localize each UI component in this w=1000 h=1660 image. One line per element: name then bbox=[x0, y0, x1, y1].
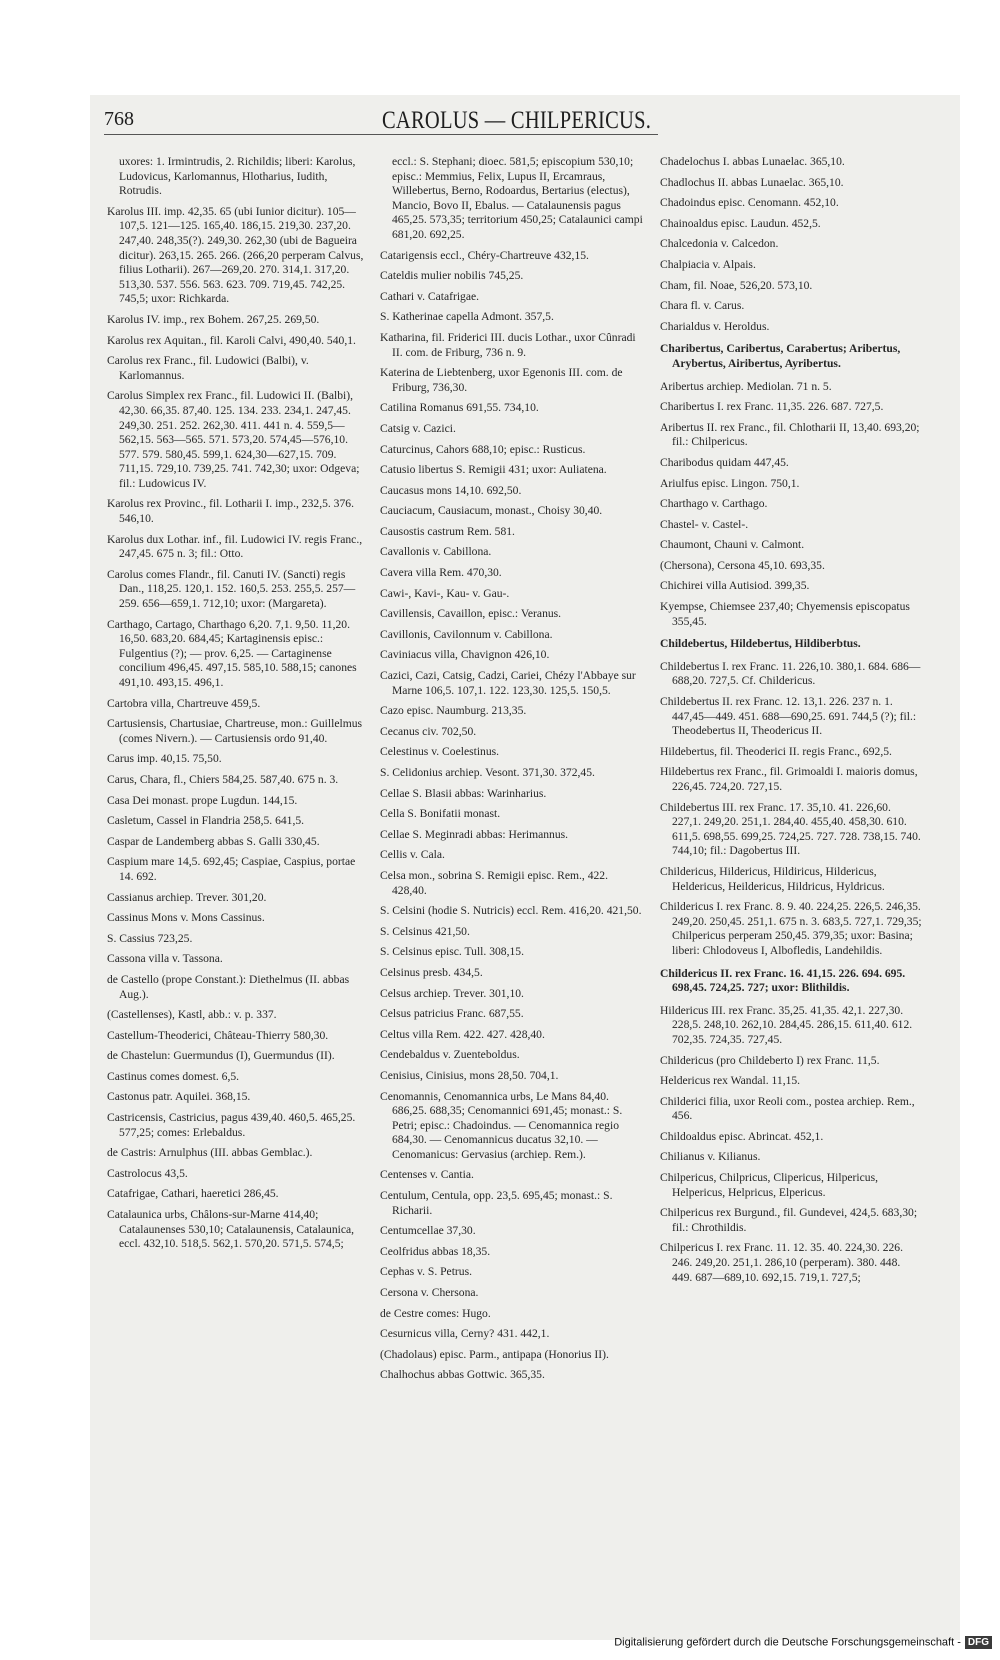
index-entry: Cephas v. S. Petrus. bbox=[380, 1265, 472, 1279]
index-entry: Carus, Chara, fl., Chiers 584,25. 587,40. 675 n. 3. bbox=[107, 772, 339, 786]
index-entry: Hildebertus, fil. Theoderici II. regis Franc., 692,5. bbox=[660, 744, 892, 758]
index-entry: (Chadolaus) episc. Parm., antipapa (Honorius II). bbox=[380, 1347, 609, 1361]
index-entry: Chaumont, Chauni v. Calmont. bbox=[660, 538, 805, 552]
index-entry: eccl.: S. Stephani; dioec. 581,5; episcopium 530,10; episc.: Memmius, Felix, Lupus II, Ercamraus, Willebertus, Berno, Rodoardus, Bertarius (electus), Mancio, Bovo II, Ebalus. — Catalaunensis pagus 465,25. 573,35; territorium 450,25; Catalaunici campi 681,20. 692,25. bbox=[392, 155, 643, 241]
running-head: CAROLUS — CHILPERICUS. bbox=[382, 107, 652, 134]
index-entry: Cathari v. Catafrigae. bbox=[380, 289, 480, 303]
index-entry: Cartusiensis, Chartusiae, Chartreuse, mon.: Guillelmus (comes Nivern.). — Cartusiensis ordo 91,40. bbox=[107, 717, 363, 745]
index-entry: Cassianus archiep. Trever. 301,20. bbox=[107, 890, 267, 904]
index-entry: Caviniacus villa, Chavignon 426,10. bbox=[380, 648, 550, 662]
index-entry: Chilpericus I. rex Franc. 11. 12. 35. 40. 224,30. 226. 246. 249,20. 251,1. 286,10 (perperam). 380. 448. 449. 687—689,10. 692,15. 719,1. 727,5; bbox=[660, 1241, 904, 1284]
index-entry: Centenses v. Cantia. bbox=[380, 1168, 474, 1182]
index-entry: Cellis v. Cala. bbox=[380, 848, 445, 862]
index-entry: Hildericus III. rex Franc. 35,25. 41,35. 42,1. 227,30. 228,5. 248,10. 262,10. 284,45. 286,15. 611,40. 612. 702,35. 724,35. 727,45. bbox=[660, 1003, 913, 1046]
index-entry: Castrolocus 43,5. bbox=[107, 1166, 188, 1180]
index-entry: Cendebaldus v. Zuenteboldus. bbox=[380, 1048, 520, 1062]
index-entry: de Castris: Arnulphus (III. abbas Gemblac.). bbox=[107, 1146, 313, 1160]
index-entry: Cazici, Cazi, Catsig, Cadzi, Cariei, Chézy l'Abbaye sur Marne 106,5. 107,1. 122. 123,30. 125,5. 150,5. bbox=[380, 669, 636, 697]
footer-text: Digitalisierung gefördert durch die Deutsche Forschungsgemeinschaft - bbox=[614, 1636, 961, 1649]
index-entry: Charibertus, Caribertus, Carabertus; Aribertus, Arybertus, Airibertus, Ayribertus. bbox=[660, 342, 901, 370]
index-entry: Aribertus archiep. Mediolan. 71 n. 5. bbox=[660, 379, 832, 393]
index-entry: Cella S. Bonifatii monast. bbox=[380, 807, 501, 821]
index-entry: Cersona v. Chersona. bbox=[380, 1286, 479, 1300]
index-entry: S. Katherinae capella Admont. 357,5. bbox=[380, 310, 554, 324]
index-entry: Cavillonis, Cavilonnum v. Cabillona. bbox=[380, 627, 553, 641]
index-entry: Cesurnicus villa, Cerny? 431. 442,1. bbox=[380, 1327, 550, 1341]
index-entry: Childericus II. rex Franc. 16. 41,15. 226. 694. 695. 698,45. 724,25. 727; uxor: Blithildis. bbox=[660, 966, 906, 995]
index-entry: Charibertus I. rex Franc. 11,35. 226. 687. 727,5. bbox=[660, 400, 884, 414]
index-entry: Chainoaldus episc. Laudun. 452,5. bbox=[660, 216, 821, 230]
index-entry: Catusio libertus S. Remigii 431; uxor: Auliatena. bbox=[380, 463, 607, 477]
index-entry: Caturcinus, Cahors 688,10; episc.: Rusticus. bbox=[380, 442, 586, 456]
index-entry: Chara fl. v. Carus. bbox=[660, 299, 745, 313]
index-entry: Catalaunica urbs, Châlons-sur-Marne 414,40; Catalaunenses 530,10; Catalaunensis, Catalaunica, eccl. 432,10. 518,5. 562,1. 570,20. 571,5. 574,5; bbox=[107, 1208, 355, 1251]
index-column-1 bbox=[107, 155, 369, 1258]
index-column-2 bbox=[380, 155, 643, 1389]
index-entry: Cawi-, Kavi-, Kau- v. Gau-. bbox=[380, 586, 510, 600]
index-entry: Childebertus III. rex Franc. 17. 35,10. 41. 226,60. 227,1. 249,20. 251,1. 284,40. 455,40. 458,30. 610. 611,5. 698,55. 699,25. 724,25. 727. 728. 738,15. 740. 744,10; fil.: Dagobertus III. bbox=[660, 800, 921, 858]
index-entry: Cavallonis v. Cabillona. bbox=[380, 545, 492, 559]
index-entry: Chastel- v. Castel-. bbox=[660, 517, 749, 531]
footer-credit bbox=[614, 1636, 992, 1652]
index-entry: Katharina, fil. Friderici III. ducis Lothar., uxor Cûnradi II. com. de Friburg, 736 n. 9. bbox=[380, 330, 636, 359]
index-entry: Catsig v. Cazici. bbox=[380, 421, 456, 435]
index-entry: de Chastelun: Guermundus (I), Guermundus (II). bbox=[107, 1049, 335, 1063]
index-entry: Karolus III. imp. 42,35. 65 (ubi Iunior dicitur). 105—107,5. 121—125. 165,40. 186,15. 219,30. 237,20. 247,40. 248,35(?). 249,30. 262,30 (ubi de Bagueira dicitur). 263,15. 265. 266. (266,20 perperam Calvus, filius Lotharii). 267—269,20. 270. 314,1. 317,20. 513,30. 537. 556. 563. 623. 709. 719,45. 742,25. 745,5; uxor: Richkarda. bbox=[107, 204, 364, 306]
index-entry: Childerici filia, uxor Reoli com., postea archiep. Rem., 456. bbox=[660, 1094, 915, 1123]
index-entry: Catarigensis eccl., Chéry-Chartreuve 432,15. bbox=[380, 248, 589, 262]
index-entry: Childoaldus episc. Abrincat. 452,1. bbox=[660, 1129, 824, 1143]
index-entry: Centulum, Centula, opp. 23,5. 695,45; monast.: S. Richarii. bbox=[380, 1189, 613, 1217]
page-header bbox=[104, 108, 652, 136]
index-entry: Cenomannis, Cenomannica urbs, Le Mans 84,40. 686,25. 688,35; Cenomannici 691,45; monast.: S. Petri; episc.: Chadoindus. — Cenomannica regio 684,30. — Cenomannicus ducatus 32,10. — Cenomanicus: Gervasius (archiep. Rem.). bbox=[380, 1089, 623, 1161]
index-entry: Carus imp. 40,15. 75,50. bbox=[107, 752, 222, 766]
index-entry: Karolus rex Aquitan., fil. Karoli Calvi, 490,40. 540,1. bbox=[107, 333, 356, 347]
index-entry: Childericus I. rex Franc. 8. 9. 40. 224,25. 226,5. 246,35. 249,20. 250,45. 251,1. 675 n. 3. 683,5. 727,1. 729,35; Chilpericus perperam 250,45. 379,35; uxor: Basina; liberi: Chlodoveus I, Albofledis, Landehildis. bbox=[660, 900, 922, 957]
index-entry: Childebertus I. rex Franc. 11. 226,10. 380,1. 684. 686—688,20. 727,5. Cf. Childericus. bbox=[660, 659, 921, 688]
index-entry: Chadelochus I. abbas Lunaelac. 365,10. bbox=[660, 155, 845, 168]
index-entry: Childericus, Hildericus, Hildiricus, Hildericus, Heldericus, Heildericus, Hildricus, Hyldricus. bbox=[660, 864, 885, 893]
index-entry: Centumcellae 37,30. bbox=[380, 1224, 476, 1238]
index-entry: Cellae S. Blasii abbas: Warinharius. bbox=[380, 786, 547, 800]
index-entry: Karolus rex Provinc., fil. Lotharii I. imp., 232,5. 376. 546,10. bbox=[107, 497, 354, 526]
index-entry: Charthago v. Carthago. bbox=[660, 497, 768, 511]
index-entry: Chalcedonia v. Calcedon. bbox=[660, 237, 779, 251]
index-entry: Chadoindus episc. Cenomann. 452,10. bbox=[660, 196, 839, 210]
index-entry: Chichirei villa Autisiod. 399,35. bbox=[660, 579, 810, 593]
index-entry: S. Celidonius archiep. Vesont. 371,30. 372,45. bbox=[380, 766, 595, 779]
dfg-logo: DFG bbox=[965, 1636, 992, 1649]
index-entry: uxores: 1. Irmintrudis, 2. Richildis; liberi: Karolus, Ludovicus, Karlomannus, Hlotharius, Iudith, Rotrudis. bbox=[119, 155, 356, 198]
index-entry: Karolus dux Lothar. inf., fil. Ludowici IV. regis Franc., 247,45. 675 n. 3; fil.: Otto. bbox=[107, 532, 363, 561]
index-entry: Kyempse, Chiemsee 237,40; Chyemensis episcopatus 355,45. bbox=[660, 600, 910, 628]
index-entry: Chilpericus rex Burgund., fil. Gundevei, 424,5. 683,30; fil.: Chrothildis. bbox=[660, 1206, 918, 1234]
index-entry: (Castellenses), Kastl, abb.: v. p. 337. bbox=[107, 1008, 277, 1022]
index-entry: S. Celsinus 421,50. bbox=[380, 924, 470, 938]
index-entry: Cartobra villa, Chartreuve 459,5. bbox=[107, 696, 261, 710]
index-entry: Causostis castrum Rem. 581. bbox=[380, 524, 515, 538]
index-entry: Caspium mare 14,5. 692,45; Caspiae, Caspius, portae 14. 692. bbox=[107, 855, 356, 883]
index-entry: Ariulfus episc. Lingon. 750,1. bbox=[660, 476, 800, 490]
index-entry: Casletum, Cassel in Flandria 258,5. 641,5. bbox=[107, 814, 305, 828]
index-entry: Chalhochus abbas Gottwic. 365,35. bbox=[380, 1368, 545, 1382]
index-entry: Castellum-Theoderici, Château-Thierry 580,30. bbox=[107, 1028, 329, 1042]
index-entry: Charialdus v. Heroldus. bbox=[660, 319, 770, 333]
index-entry: Childebertus, Hildebertus, Hildiberbtus. bbox=[660, 637, 861, 651]
index-entry: Castricensis, Castricius, pagus 439,40. 460,5. 465,25. 577,25; comes: Erlebaldus. bbox=[107, 1111, 356, 1139]
index-entry: Chilianus v. Kilianus. bbox=[660, 1150, 761, 1164]
index-entry: Carolus rex Franc., fil. Ludowici (Balbi), v. Karlomannus. bbox=[107, 354, 309, 382]
index-entry: de Cestre comes: Hugo. bbox=[380, 1306, 491, 1320]
index-entry: Catafrigae, Cathari, haeretici 286,45. bbox=[107, 1187, 279, 1201]
index-entry: Celsinus presb. 434,5. bbox=[380, 965, 483, 979]
index-entry: Celtus villa Rem. 422. 427. 428,40. bbox=[380, 1027, 545, 1041]
header-rule bbox=[104, 134, 658, 135]
index-entry: Chadlochus II. abbas Lunaelac. 365,10. bbox=[660, 175, 844, 189]
index-entry: Cateldis mulier nobilis 745,25. bbox=[380, 269, 524, 283]
index-entry: Carolus Simplex rex Franc., fil. Ludowici II. (Balbi), 42,30. 66,35. 87,40. 125. 134. 233. 234,1. 247,45. 249,30. 251. 252. 262,30. 411. 441 n. 4. 559,5—562,15. 563—565. 571. 573,20. 574,45—576,10. 577. 579. 580,45. 599,1. 624,30—627,15. 709. 711,15. 729,10. 739,25. 741. 742,30; uxor: Odgeva; fil.: Ludowicus IV. bbox=[107, 389, 360, 490]
index-entry: Cassona villa v. Tassona. bbox=[107, 952, 223, 966]
index-entry: Casa Dei monast. prope Lugdun. 144,15. bbox=[107, 793, 298, 807]
index-entry: Celsa mon., sobrina S. Remigii episc. Rem., 422. 428,40. bbox=[380, 868, 608, 897]
index-entry: Castonus patr. Aquilei. 368,15. bbox=[107, 1090, 251, 1104]
index-entry: Catilina Romanus 691,55. 734,10. bbox=[380, 401, 539, 415]
index-entry: Ceolfridus abbas 18,35. bbox=[380, 1244, 491, 1258]
index-entry: Celestinus v. Coelestinus. bbox=[380, 745, 500, 759]
page-number: 768 bbox=[104, 108, 134, 130]
index-entry: Chilpericus, Chilpricus, Clipericus, Hilpericus, Helpericus, Helpricus, Elpericus. bbox=[660, 1171, 878, 1199]
index-entry: Carolus comes Flandr., fil. Canuti IV. (Sancti) regis Dan., 118,25. 120,1. 152. 160,5. 253. 255,5. 257—259. 656—659,1. 712,10; uxor: (Margareta). bbox=[107, 567, 356, 611]
index-entry: S. Cassius 723,25. bbox=[107, 931, 193, 945]
index-entry: Cellae S. Meginradi abbas: Herimannus. bbox=[380, 827, 569, 841]
index-entry: Cenisius, Cinisius, mons 28,50. 704,1. bbox=[380, 1068, 559, 1082]
index-entry: S. Celsinus episc. Tull. 308,15. bbox=[380, 945, 524, 959]
index-entry: Karolus IV. imp., rex Bohem. 267,25. 269,50. bbox=[107, 312, 320, 326]
index-entry: Cauciacum, Causiacum, monast., Choisy 30,40. bbox=[380, 504, 603, 518]
index-entry: Cazo episc. Naumburg. 213,35. bbox=[380, 704, 527, 718]
index-entry: de Castello (prope Constant.): Diethelmus (II. abbas Aug.). bbox=[107, 972, 350, 1001]
index-entry: Charibodus quidam 447,45. bbox=[660, 455, 789, 469]
index-entry: (Chersona), Cersona 45,10. 693,35. bbox=[660, 558, 825, 572]
index-entry: Cham, fil. Noae, 526,20. 573,10. bbox=[660, 278, 813, 292]
index-entry: Cavillensis, Cavaillon, episc.: Veranus. bbox=[380, 607, 562, 621]
index-entry: Hildebertus rex Franc., fil. Grimoaldi I. maioris domus, 226,45. 724,20. 727,15. bbox=[660, 765, 918, 793]
index-column-3 bbox=[660, 155, 922, 1291]
index-entry: Aribertus II. rex Franc., fil. Chlotharii II, 13,40. 693,20; fil.: Chilpericus. bbox=[660, 420, 920, 449]
index-entry: Cecanus civ. 702,50. bbox=[380, 724, 477, 738]
index-entry: Castinus comes domest. 6,5. bbox=[107, 1069, 240, 1083]
index-entry: Caspar de Landemberg abbas S. Galli 330,45. bbox=[107, 834, 320, 848]
index-entry: Celsus patricius Franc. 687,55. bbox=[380, 1007, 524, 1021]
index-entry: Katerina de Liebtenberg, uxor Egenonis III. com. de Friburg, 736,30. bbox=[380, 366, 623, 394]
index-entry: S. Celsini (hodie S. Nutricis) eccl. Rem. 416,20. 421,50. bbox=[380, 904, 642, 918]
index-entry: Cavera villa Rem. 470,30. bbox=[380, 566, 502, 580]
index-entry: Childebertus II. rex Franc. 12. 13,1. 226. 237 n. 1. 447,45—449. 451. 688—690,25. 691. 744,5 (?); fil.: Theodebertus II, Theodericus II. bbox=[660, 695, 917, 738]
index-entry: Heldericus rex Wandal. 11,15. bbox=[660, 1074, 801, 1088]
index-entry: Caucasus mons 14,10. 692,50. bbox=[380, 483, 522, 497]
index-entry: Cassinus Mons v. Mons Cassinus. bbox=[107, 911, 265, 925]
index-entry: Childericus (pro Childeberto I) rex Franc. 11,5. bbox=[660, 1053, 880, 1067]
index-entry: Celsus archiep. Trever. 301,10. bbox=[380, 986, 524, 1000]
index-entry: Chalpiacia v. Alpais. bbox=[660, 257, 756, 271]
index-entry: Carthago, Cartago, Charthago 6,20. 7,1. 9,50. 11,20. 16,50. 683,20. 684,45; Kartaginensis episc.: Fulgentius (?); — prov. 6,25. — Cartaginense concilium 496,45. 497,15. 585,10. 588,15; canones 491,10. 493,15. 496,1. bbox=[107, 617, 357, 689]
